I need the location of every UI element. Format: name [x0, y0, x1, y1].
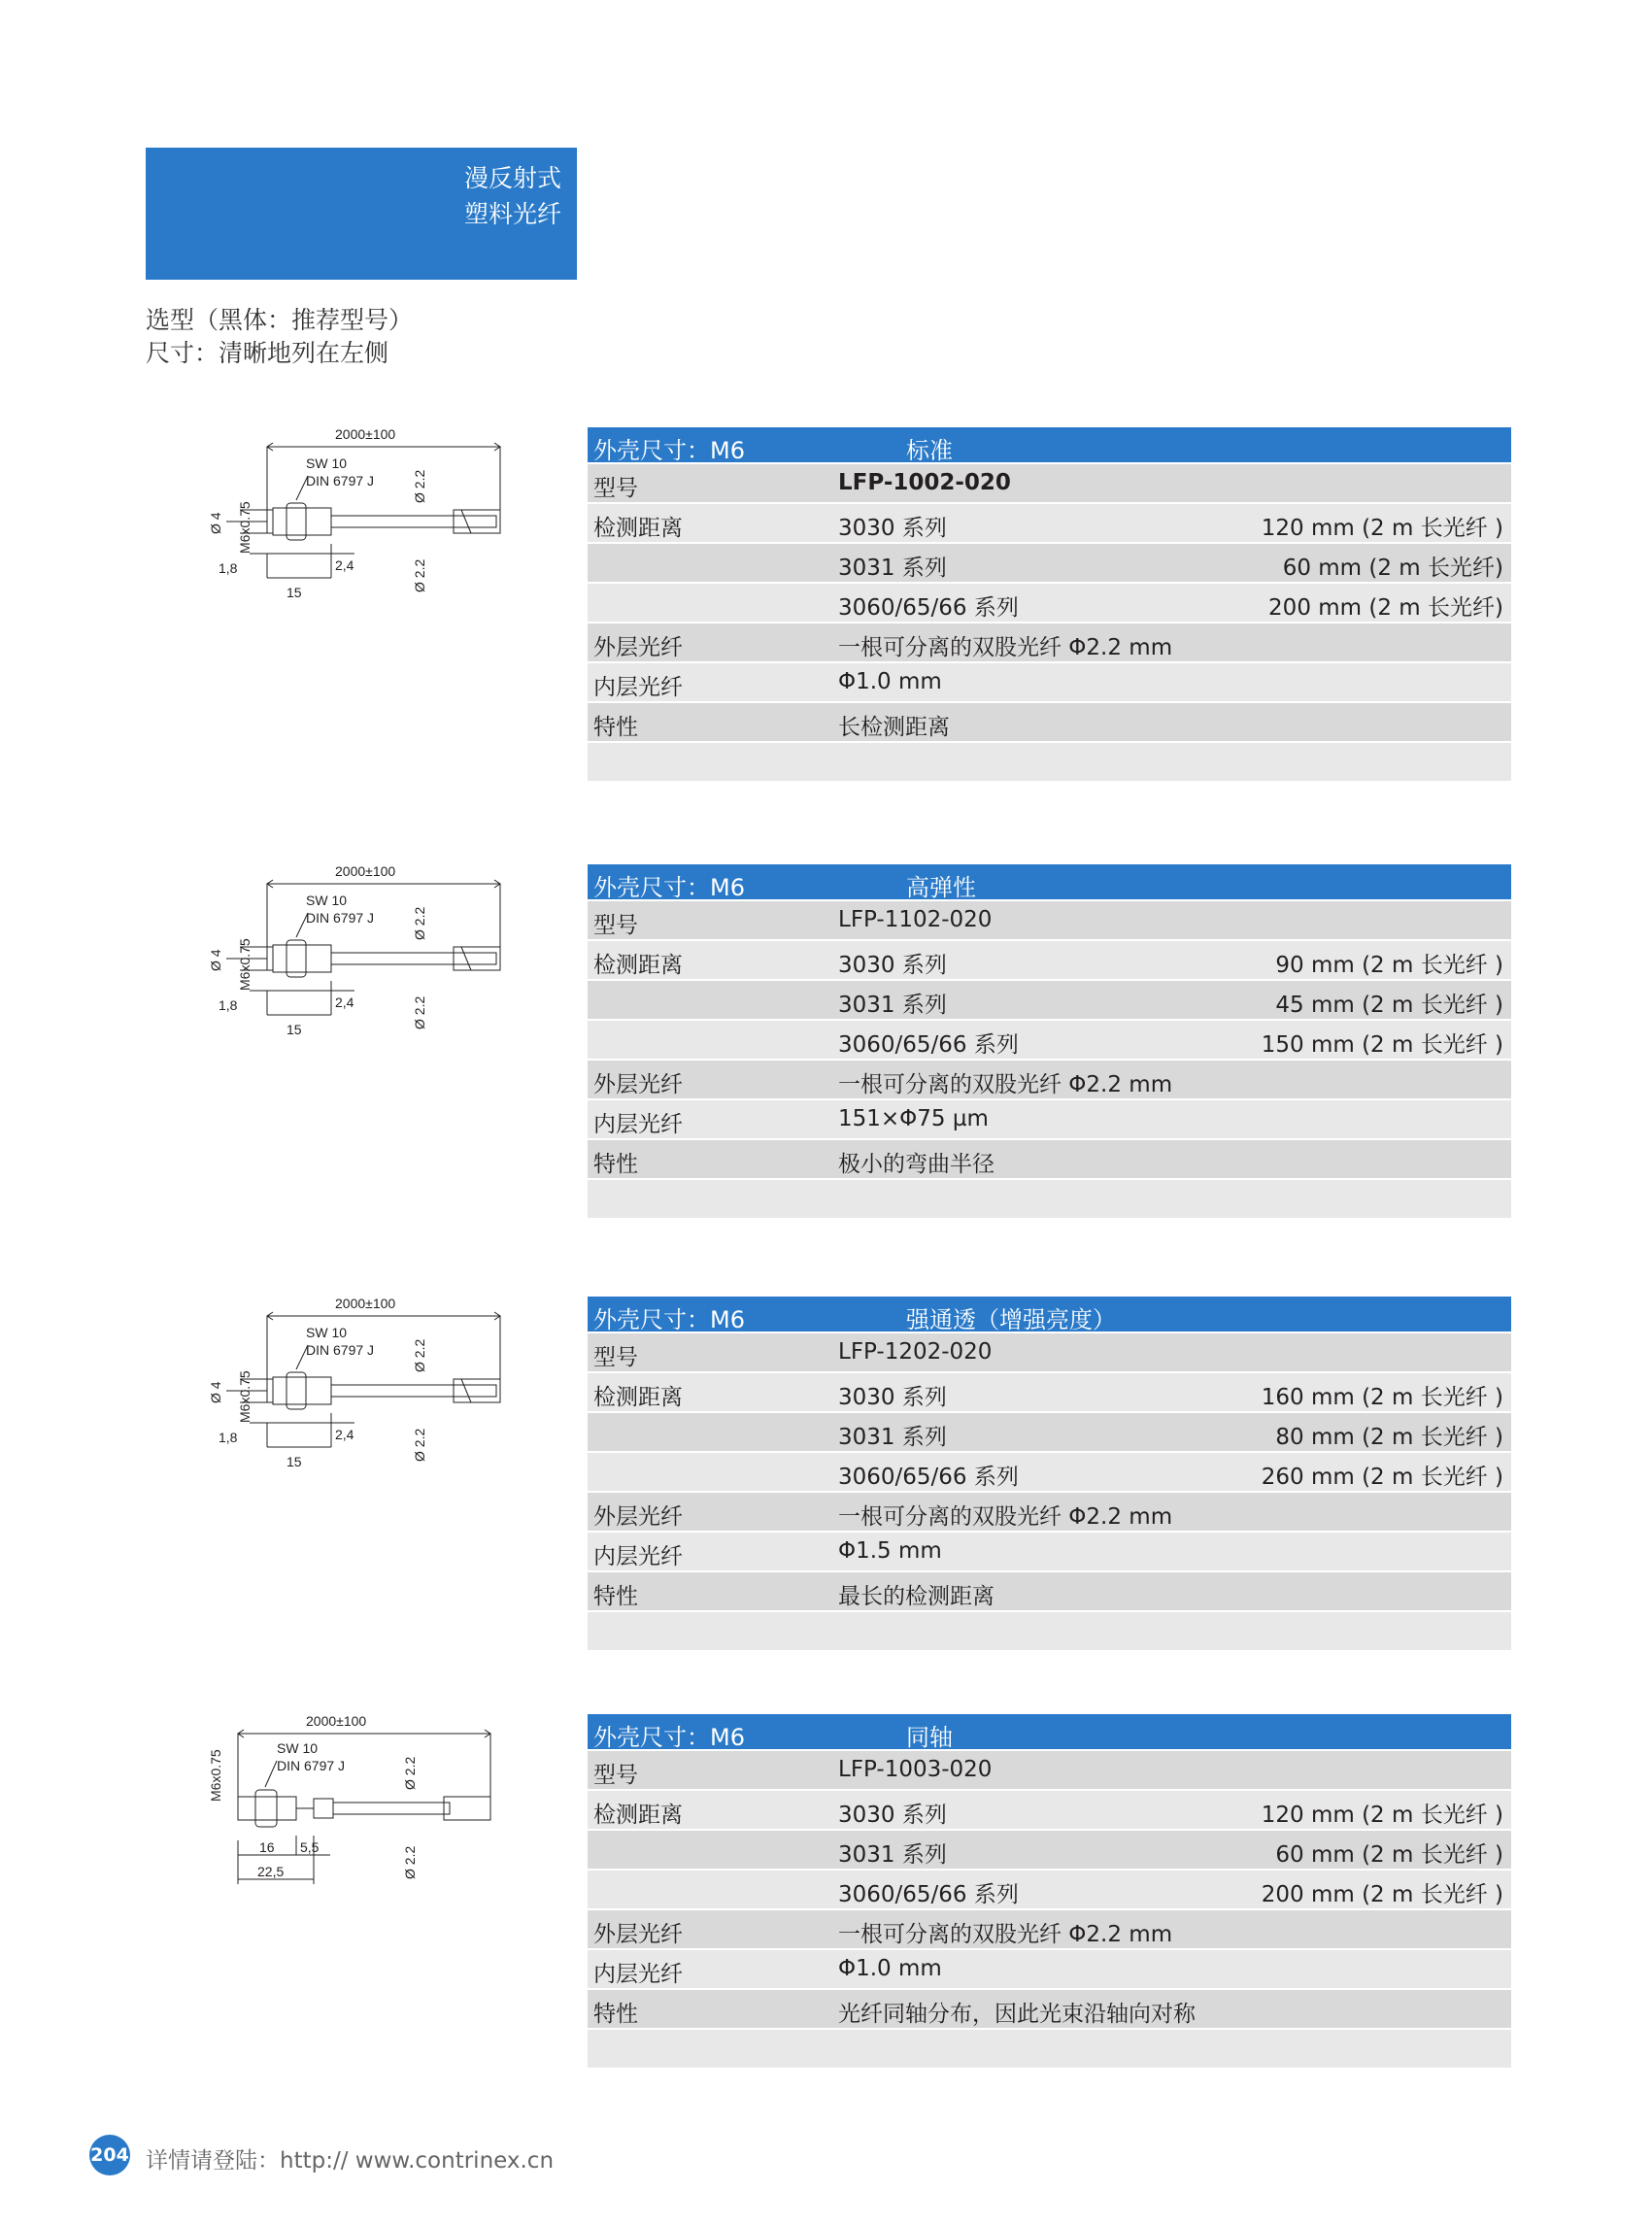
dim-15-label: 15	[287, 1022, 302, 1037]
dim-sw-label: SW 10	[277, 1740, 319, 1756]
table-row: 型号 LFP-1102-020	[588, 901, 1511, 939]
dim-d22-bottom-label: Ø 2.2	[412, 558, 427, 592]
spec-table-header	[588, 1714, 1511, 1749]
dim-d22-bottom-label: Ø 2.2	[412, 1428, 427, 1462]
intro-line2: 尺寸：清晰地列在左侧	[146, 339, 389, 367]
table-row: 外层光纤 一根可分离的双股光纤 Φ2.2 mm	[588, 624, 1511, 661]
table-row: 检测距离 3030 系列 90 mm (2 m 长光纤 )	[588, 941, 1511, 979]
variant-label: 标准	[906, 437, 953, 464]
housing-size-label: 外壳尺寸：M6	[593, 1306, 745, 1333]
spec-table-standard	[588, 427, 1511, 781]
table-row: 3031 系列 45 mm (2 m 长光纤 )	[588, 981, 1511, 1019]
dim-length-label: 2000±100	[306, 1713, 367, 1729]
table-row: 型号 LFP-1002-020	[588, 464, 1511, 502]
dim-225-label: 22,5	[257, 1864, 285, 1879]
table-row: 检测距离 3030 系列 160 mm (2 m 长光纤 )	[588, 1373, 1511, 1411]
housing-size-label: 外壳尺寸：M6	[593, 874, 745, 901]
variant-label: 高弹性	[906, 874, 976, 901]
dimension-drawing-2	[199, 855, 510, 1049]
table-row: 3060/65/66 系列 200 mm (2 m 长光纤 )	[588, 1871, 1511, 1908]
table-row: 型号 LFP-1003-020	[588, 1751, 1511, 1789]
dimension-drawing-1	[199, 418, 510, 612]
dim-sw-label: SW 10	[306, 1325, 348, 1340]
dim-length-label: 2000±100	[335, 863, 396, 879]
intro-text	[146, 304, 413, 370]
housing-size-label: 外壳尺寸：M6	[593, 1724, 745, 1751]
table-row: 3060/65/66 系列 260 mm (2 m 长光纤 )	[588, 1453, 1511, 1491]
dimension-drawing-3	[199, 1287, 510, 1481]
dim-24-label: 2,4	[335, 557, 354, 573]
housing-size-label: 外壳尺寸：M6	[593, 437, 745, 464]
section-title-line2: 塑料光纤	[463, 200, 561, 228]
dim-length-label: 2000±100	[335, 1296, 396, 1311]
dim-18-label: 1,8	[219, 1430, 238, 1445]
dim-din-label: DIN 6797 J	[277, 1758, 346, 1773]
dimension-drawing-4	[199, 1704, 510, 1899]
table-row: 检测距离 3030 系列 120 mm (2 m 长光纤 )	[588, 504, 1511, 542]
table-row: 型号 LFP-1202-020	[588, 1333, 1511, 1371]
dim-15-label: 15	[287, 585, 302, 600]
dim-55-label: 5,5	[300, 1839, 320, 1855]
dim-18-label: 1,8	[219, 560, 238, 576]
table-row: 外层光纤 一根可分离的双股光纤 Φ2.2 mm	[588, 1910, 1511, 1948]
dim-d22-bottom-label: Ø 2.2	[412, 995, 427, 1029]
dim-15-label: 15	[287, 1454, 302, 1469]
section-header	[146, 148, 577, 280]
dim-24-label: 2,4	[335, 995, 354, 1010]
dim-length-label: 2000±100	[335, 426, 396, 442]
dim-d4-label: Ø 4	[208, 1381, 223, 1403]
table-row: 外层光纤 一根可分离的双股光纤 Φ2.2 mm	[588, 1061, 1511, 1098]
spec-table-header	[588, 427, 1511, 462]
table-row: 3031 系列 80 mm (2 m 长光纤 )	[588, 1413, 1511, 1451]
table-row: 3060/65/66 系列 150 mm (2 m 长光纤 )	[588, 1021, 1511, 1059]
variant-label: 强通透（增强亮度）	[906, 1306, 1116, 1333]
table-row: 3060/65/66 系列 200 mm (2 m 长光纤)	[588, 584, 1511, 622]
table-row: 内层光纤 Φ1.0 mm	[588, 663, 1511, 701]
table-row: 内层光纤 151×Φ75 µm	[588, 1100, 1511, 1138]
dim-din-label: DIN 6797 J	[306, 1342, 375, 1358]
dim-din-label: DIN 6797 J	[306, 473, 375, 489]
table-row	[588, 1180, 1511, 1218]
table-row: 外层光纤 一根可分离的双股光纤 Φ2.2 mm	[588, 1493, 1511, 1531]
table-row: 3031 系列 60 mm (2 m 长光纤 )	[588, 1831, 1511, 1869]
spec-table-header	[588, 1297, 1511, 1332]
table-row	[588, 2030, 1511, 2068]
spec-table-high-flex	[588, 864, 1511, 1218]
table-row: 检测距离 3030 系列 120 mm (2 m 长光纤 )	[588, 1791, 1511, 1829]
dim-16-label: 16	[259, 1839, 275, 1855]
dim-thread-label: M6x0.75	[237, 938, 253, 991]
dim-d22-top-label: Ø 2.2	[412, 906, 427, 940]
dim-sw-label: SW 10	[306, 893, 348, 908]
dim-d22-top-label: Ø 2.2	[402, 1756, 418, 1790]
table-row: 特性 长检测距离	[588, 703, 1511, 741]
dim-thread-label: M6x0.75	[237, 501, 253, 554]
table-row: 内层光纤 Φ1.0 mm	[588, 1950, 1511, 1988]
dim-d4-label: Ø 4	[208, 512, 223, 534]
table-row	[588, 1612, 1511, 1650]
page-number: 204	[89, 2135, 130, 2175]
section-title-line1: 漫反射式	[463, 164, 561, 192]
dim-thread-label: M6x0.75	[208, 1749, 223, 1802]
dim-d22-bottom-label: Ø 2.2	[402, 1845, 418, 1879]
table-row: 特性 最长的检测距离	[588, 1572, 1511, 1610]
dim-din-label: DIN 6797 J	[306, 910, 375, 926]
dim-thread-label: M6x0.75	[237, 1370, 253, 1423]
spec-table-coaxial	[588, 1714, 1511, 2068]
intro-line1: 选型（黑体：推荐型号）	[146, 306, 414, 334]
spec-table-high-power	[588, 1297, 1511, 1650]
variant-label: 同轴	[906, 1724, 953, 1751]
table-row	[588, 743, 1511, 781]
table-row: 特性 光纤同轴分布，因此光束沿轴向对称	[588, 1990, 1511, 2028]
table-row: 3031 系列 60 mm (2 m 长光纤)	[588, 544, 1511, 582]
dim-sw-label: SW 10	[306, 455, 348, 471]
table-row: 内层光纤 Φ1.5 mm	[588, 1533, 1511, 1570]
dim-d22-top-label: Ø 2.2	[412, 469, 427, 503]
spec-table-header	[588, 864, 1511, 899]
footer-link-text[interactable]: 详情请登陆：http:// www.contrinex.cn	[146, 2148, 555, 2174]
dim-18-label: 1,8	[219, 997, 238, 1013]
table-row: 特性 极小的弯曲半径	[588, 1140, 1511, 1178]
dim-24-label: 2,4	[335, 1427, 354, 1442]
dim-d4-label: Ø 4	[208, 949, 223, 971]
dim-d22-top-label: Ø 2.2	[412, 1338, 427, 1372]
